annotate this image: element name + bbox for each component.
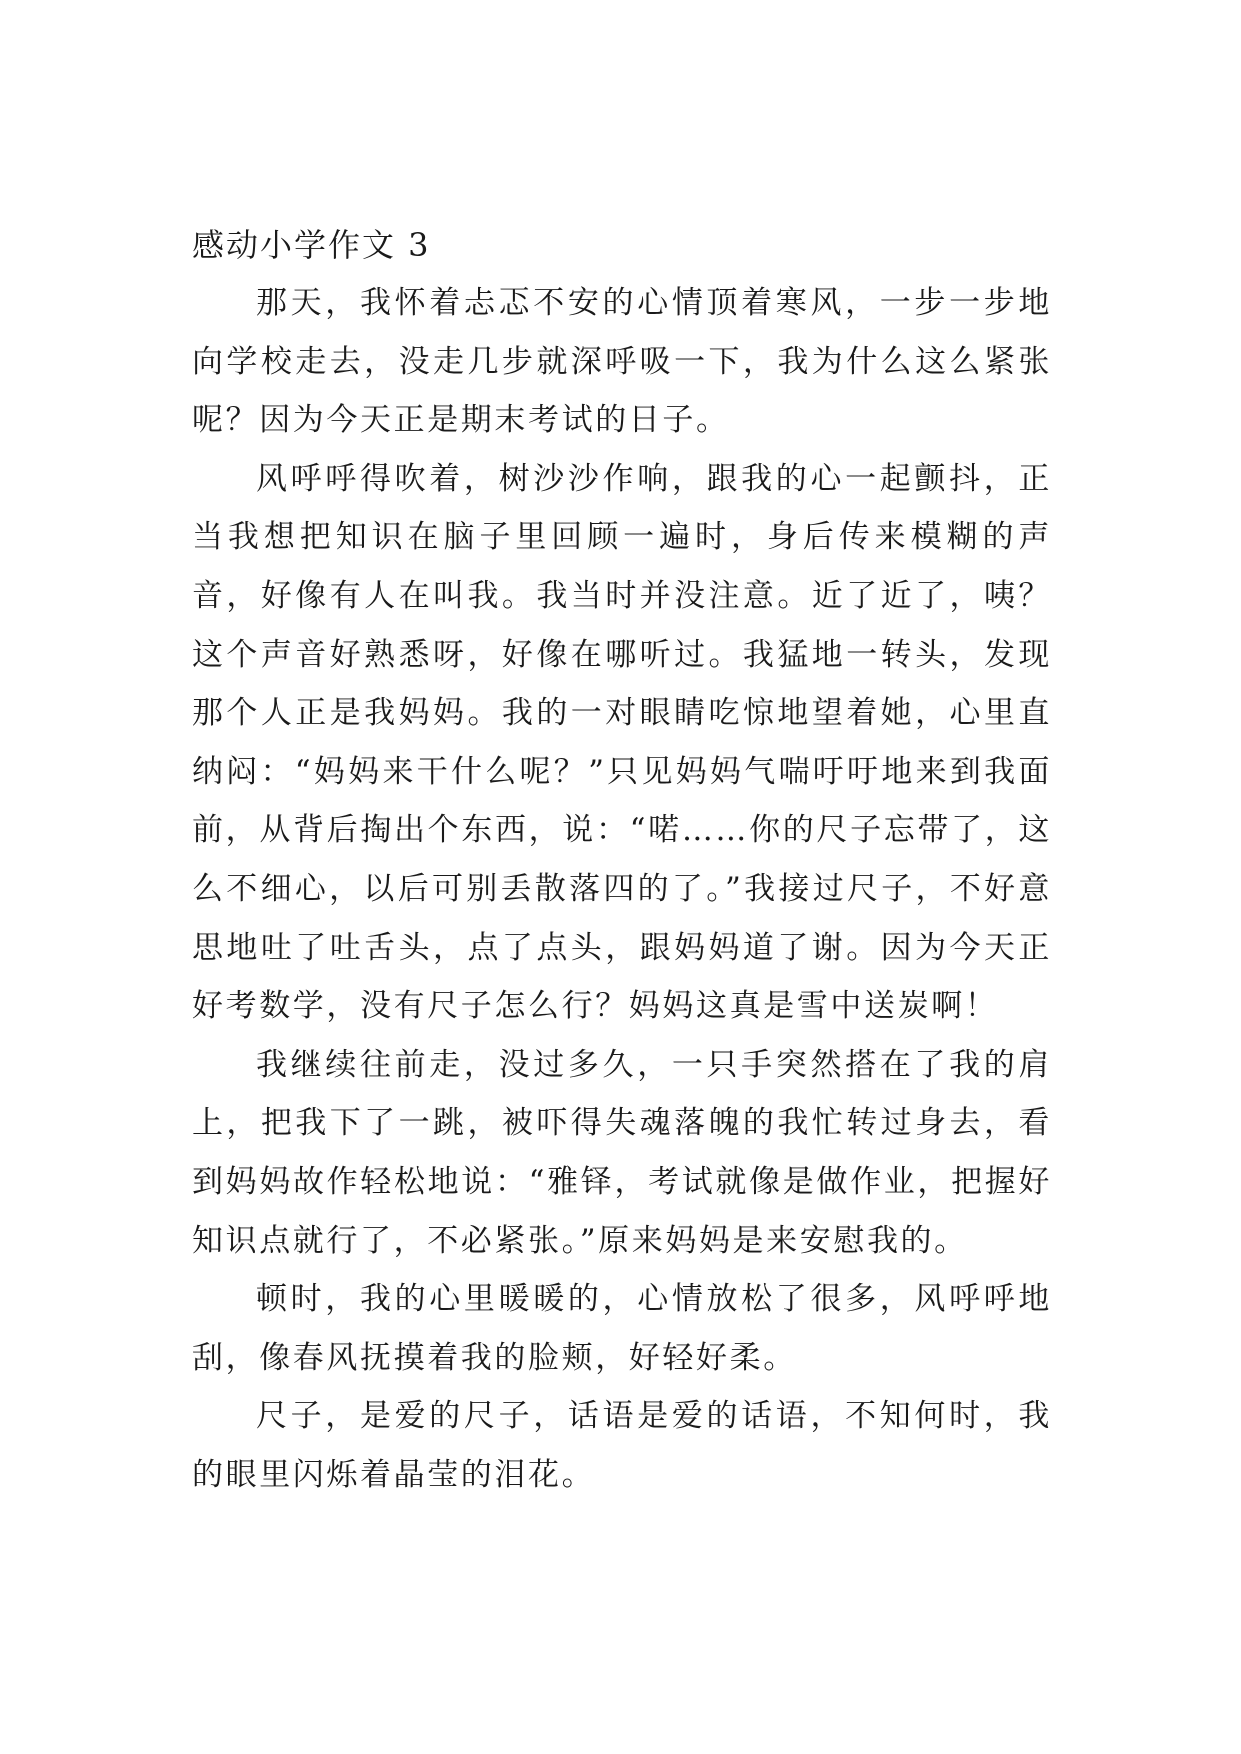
paragraph-3: 我继续往前走，没过多久，一只手突然搭在了我的肩上，把我下了一跳，被吓得失魂落魄的我忙转过身去，看到妈妈故作轻松地说：“雅铎，考试就像是做作业，把握好知识点就行了，不必紧张。”原来妈妈是来安慰我的。 xyxy=(192,1046,1052,1259)
paragraph-5: 尺子，是爱的尺子，话语是爱的话语，不知何时，我的眼里闪烁着晶莹的泪花。 xyxy=(192,1398,1052,1493)
document-title: 感动小学作文 3 xyxy=(192,226,431,264)
paragraph-2: 风呼呼得吹着，树沙沙作响，跟我的心一起颤抖，正当我想把知识在脑子里回顾一遍时，身后传来模糊的声音，好像有人在叫我。我当时并没注意。近了近了，咦？这个声音好熟悉呀，好像在哪听过。我猛地一转头，发现那个人正是我妈妈。我的一对眼睛吃惊地望着她，心里直纳闷：“妈妈来干什么呢？”只见妈妈气喘吁吁地来到我面前，从背后掏出个东西，说：“喏……你的尺子忘带了，这么不细心，以后可别丢散落四的了。”我接过尺子，不好意思地吐了吐舌头，点了点头，跟妈妈道了谢。因为今天正好考数学，没有尺子怎么行？妈妈这真是雪中送炭啊！ xyxy=(192,460,1052,1025)
document-body xyxy=(192,216,1052,1504)
paragraph-4: 顿时，我的心里暖暖的，心情放松了很多，风呼呼地刮，像春风抚摸着我的脸颊，好轻好柔。 xyxy=(192,1281,1052,1376)
paragraph-1: 那天，我怀着忐忑不安的心情顶着寒风，一步一步地向学校走去，没走几步就深呼吸一下，我为什么这么紧张呢？因为今天正是期末考试的日子。 xyxy=(192,285,1052,439)
